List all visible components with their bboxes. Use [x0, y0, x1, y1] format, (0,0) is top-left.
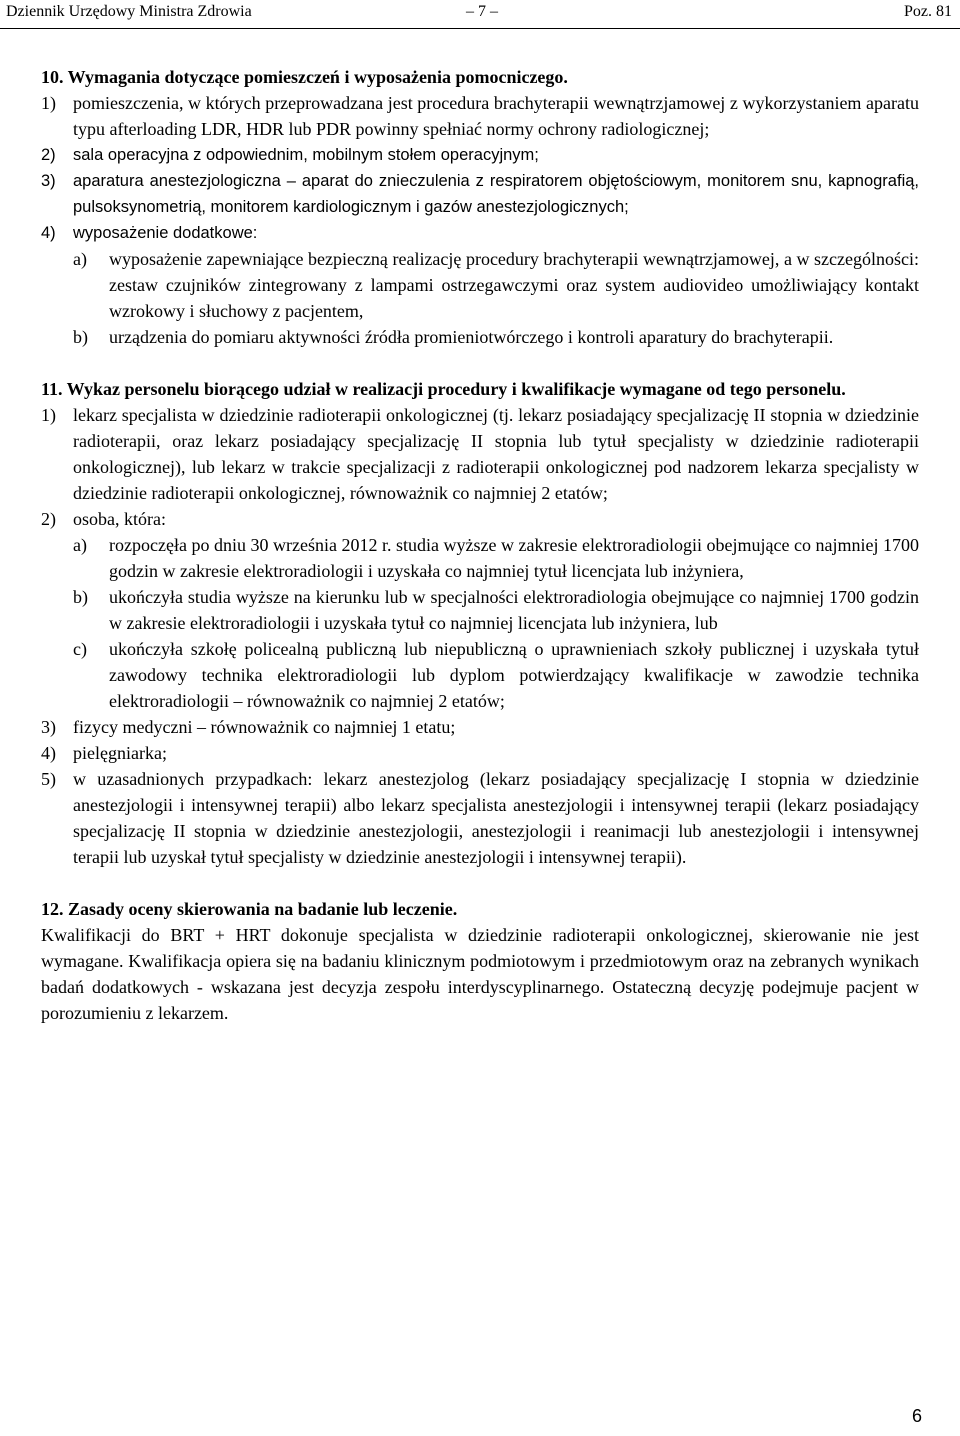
document-body: [41, 64, 919, 1026]
subitem-letter: a): [73, 535, 87, 555]
item-number: 2): [41, 146, 56, 164]
subitem-letter: b): [73, 587, 88, 607]
page-header: [0, 0, 960, 29]
subitem-text: urządzenia do pomiaru aktywności źródła promieniotwórczego i kontroli aparatury do brachyterapii.: [109, 327, 834, 347]
item-text: pomieszczenia, w których przeprowadzana jest procedura brachyterapii wewnątrzjamowej z wykorzystaniem aparatu typu afterloading LDR, HDR lub PDR powinny spełniać normy ochrony radiologicznej;: [73, 93, 919, 139]
item-number: 4): [41, 743, 56, 763]
item-text: aparatura anestezjologiczna – aparat do znieczulenia z respiratorem objętościowym, monitorem snu, kapnografią, pulsoksynometrią, monitorem kardiologicznym i gazów anestezjologicznych;: [73, 172, 919, 216]
spacer: [41, 350, 919, 376]
item-number: 1): [41, 93, 56, 113]
item-number: 5): [41, 769, 56, 789]
list-item: [41, 506, 919, 532]
list-item: [41, 168, 919, 220]
header-page-number: – 7 –: [466, 3, 498, 20]
section-12-title: 12. Zasady oceny skierowania na badanie lub leczenie.: [41, 899, 458, 919]
item-number: 3): [41, 717, 56, 737]
list-item: [41, 402, 919, 506]
subitem-text: ukończyła studia wyższe na kierunku lub w specjalności elektroradiologia obejmujące co najmniej 1700 godzin w zakresie elektroradiologii i uzyskała tytuł co najmniej licencjata lub inżyniera, lub: [109, 587, 919, 633]
item-text: w uzasadnionych przypadkach: lekarz anestezjolog (lekarz posiadający specjalizację I stopnia w dziedzinie anestezjologii i intensywnej terapii) albo lekarz specjalista anestezjologii i intensywnej terapii (lekarz posiadający specjalizację II stopnia w dziedzinie anestezjologii, anestezjologii i reanimacji lub anestezjologii i intensywnej terapii lub uzyskał tytuł specjalisty w dziedzinie anestezjologii i intensywnej terapii).: [73, 769, 919, 867]
item-text: fizycy medyczni – równoważnik co najmniej 1 etatu;: [73, 717, 456, 737]
position-number: Poz. 81: [904, 3, 952, 20]
item-text: pielęgniarka;: [73, 743, 167, 763]
subitem-letter: c): [73, 639, 87, 659]
item-number: 1): [41, 405, 56, 425]
section-10-title: 10. Wymagania dotyczące pomieszczeń i wyposażenia pomocniczego.: [41, 67, 568, 87]
subitem-letter: b): [73, 327, 88, 347]
item-text: sala operacyjna z odpowiednim, mobilnym stołem operacyjnym;: [73, 146, 539, 164]
list-item: [41, 90, 919, 142]
list-subitem: [73, 584, 919, 636]
section-12-paragraph: Kwalifikacji do BRT + HRT dokonuje specjalista w dziedzinie radioterapii onkologicznej, skierowanie nie jest wymagane. Kwalifikacja opiera się na badaniu klinicznym podmiotowym i przedmiotowym oraz na zebranych wynikach badań dodatkowych - wskazana jest decyzja zespołu interdyscyplinarnego. Ostateczną decyzję podejmuje pacjent w porozumieniu z lekarzem.: [41, 925, 919, 1023]
page-number: 6: [911, 1406, 922, 1426]
item-number: 4): [41, 224, 56, 242]
subitem-letter: a): [73, 249, 87, 269]
list-subitem: [73, 636, 919, 714]
item-text: osoba, która:: [73, 509, 166, 529]
item-text: lekarz specjalista w dziedzinie radioterapii onkologicznej (tj. lekarz posiadający specjalizację II stopnia w dziedzinie radioterapii, oraz lekarz posiadający specjalizację II stopnia lub tytuł specjalisty w dziedzinie radioterapii onkologicznej), lub lekarz w trakcie specjalizacji z radioterapii onkologicznej pod nadzorem lekarza specjalisty w dziedzinie radioterapii onkologicznej, równoważnik co najmniej 2 etatów;: [73, 405, 919, 503]
list-subitem: [73, 246, 919, 324]
list-item: [41, 220, 919, 246]
subitem-text: ukończyła szkołę policealną publiczną lub niepubliczną o uprawnieniach szkoły publicznej i uzyskała tytuł zawodowy technika elektroradiologii lub dyplom potwierdzający kwalifikacje w zawodzie technika elektroradiologii – równoważnik co najmniej 2 etatów;: [109, 639, 919, 711]
spacer: [41, 870, 919, 896]
list-item: [41, 766, 919, 870]
item-text: wyposażenie dodatkowe:: [73, 224, 258, 242]
item-number: 3): [41, 172, 56, 190]
list-item: [41, 142, 919, 168]
section-11-title: 11. Wykaz personelu biorącego udział w realizacji procedury i kwalifikacje wymagane od tego personelu.: [41, 379, 846, 399]
subitem-text: wyposażenie zapewniające bezpieczną realizację procedury brachyterapii wewnątrzjamowej, a w szczególności: zestaw czujników zintegrowany z lampami ostrzegawczymi oraz system audiovideo umożliwiający kontakt wzrokowy i słuchowy z pacjentem,: [109, 249, 919, 321]
list-subitem: [73, 324, 919, 350]
list-item: [41, 714, 919, 740]
journal-title: Dziennik Urzędowy Ministra Zdrowia: [6, 3, 252, 20]
item-number: 2): [41, 509, 56, 529]
list-subitem: [73, 532, 919, 584]
subitem-text: rozpoczęła po dniu 30 września 2012 r. studia wyższe w zakresie elektroradiologii obejmujące co najmniej 1700 godzin w zakresie elektroradiologii i uzyskała co najmniej tytuł licencjata lub inżyniera,: [109, 535, 919, 581]
list-item: [41, 740, 919, 766]
